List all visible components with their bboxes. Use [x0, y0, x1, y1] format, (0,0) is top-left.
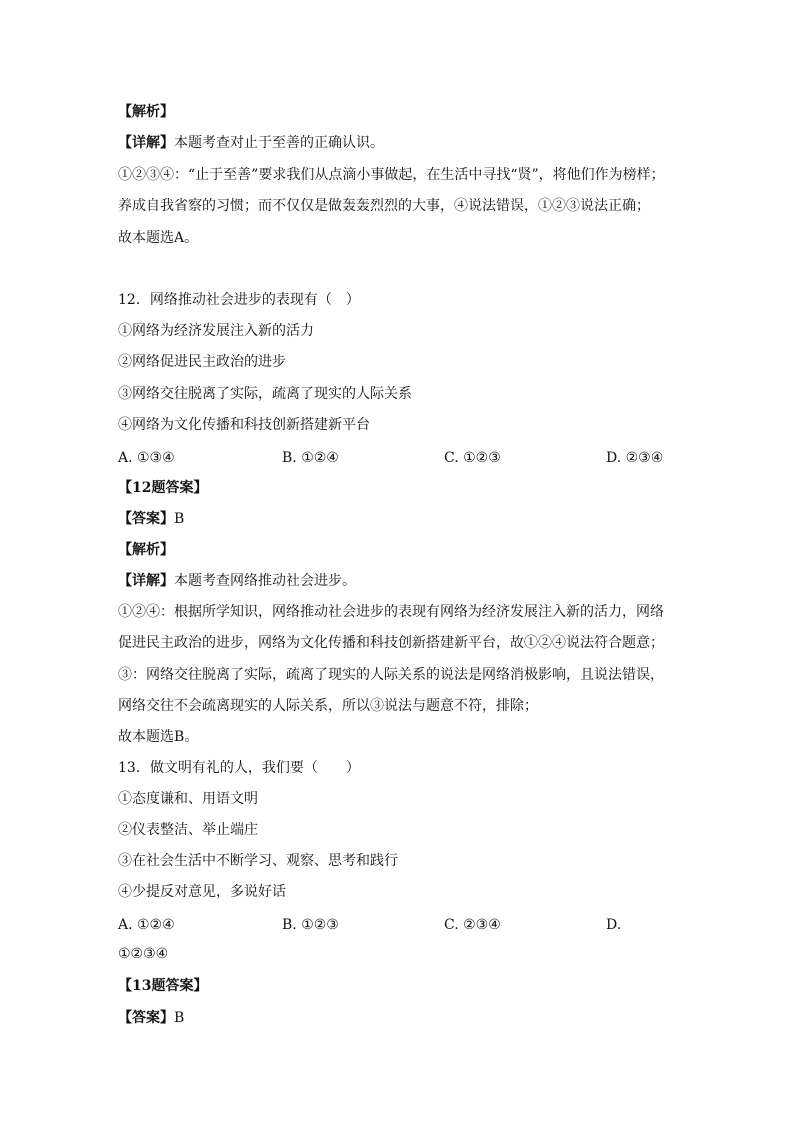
option-d-wrapped-text: ①②③④ [118, 946, 169, 962]
explanation-line: 促进民主政治的进步，网络为文化传播和科技创新搭建新平台，故①②④说法符合题意； [118, 635, 664, 651]
statement-item: ②仪表整洁、举止端庄 [118, 822, 258, 838]
answer-line [118, 1008, 184, 1028]
option-a: A. ①③④ [118, 450, 175, 466]
detail-label: 【详解】 [118, 573, 174, 589]
explanation-line: ①②④：根据所学知识，网络推动社会进步的表现有网络为经济发展注入新的活力，网络 [118, 604, 664, 620]
detail-text: 本题考查网络推动社会进步。 [174, 573, 356, 589]
option-c: C. ②③④ [444, 917, 501, 933]
option-d: D. [606, 917, 622, 933]
answer-label: 【答案】 [118, 1010, 174, 1026]
question-stem-13: 13．做文明有礼的人，我们要（ ） [118, 760, 360, 776]
conclusion-line: 故本题选A。 [118, 230, 199, 246]
answer-header-13: 【13题答案】 [118, 978, 208, 994]
conclusion-line: 故本题选B。 [118, 729, 199, 745]
statement-item: ③在社会生活中不断学习、观察、思考和践行 [118, 853, 398, 869]
statement-item: ②网络促进民主政治的进步 [118, 354, 286, 370]
statement-item: ④少提反对意见，多说好话 [118, 884, 286, 900]
explanation-line: ③：网络交往脱离了实际，疏离了现实的人际关系的说法是网络消极影响，且说法错误， [118, 667, 664, 683]
answer-line [118, 509, 184, 529]
analysis-heading: 【解析】 [118, 104, 174, 120]
answer-value: B [174, 1010, 185, 1026]
answer-label: 【答案】 [118, 511, 174, 527]
statement-item: ①态度谦和、用语文明 [118, 791, 258, 807]
explanation-line: 养成自我省察的习惯；而不仅仅是做轰轰烈烈的大事，④说法错误，①②③说法正确； [118, 198, 650, 214]
analysis-heading: 【解析】 [118, 542, 174, 558]
statement-item: ③网络交往脱离了实际，疏离了现实的人际关系 [118, 386, 412, 402]
option-c: C. ①②③ [444, 450, 501, 466]
option-d: D. ②③④ [606, 450, 664, 466]
answer-value: B [174, 511, 185, 527]
question-stem-12: 12．网络推动社会进步的表现有（ ） [118, 292, 360, 308]
detail-paragraph [118, 571, 356, 591]
option-a: A. ①②④ [118, 917, 175, 933]
explanation-line: 网络交往不会疏离现实的人际关系，所以③说法与题意不符，排除； [118, 698, 538, 714]
detail-label: 【详解】 [118, 135, 174, 151]
option-b: B. ①②④ [282, 450, 339, 466]
statement-item: ④网络为文化传播和科技创新搭建新平台 [118, 417, 370, 433]
explanation-line: ①②③④：“止于至善”要求我们从点滴小事做起，在生活中寻找“贤”，将他们作为榜样； [118, 167, 665, 183]
statement-item: ①网络为经济发展注入新的活力 [118, 323, 314, 339]
answer-header-12: 【12题答案】 [118, 480, 208, 496]
detail-text: 本题考查对止于至善的正确认识。 [174, 135, 384, 151]
option-b: B. ①②③ [282, 917, 339, 933]
detail-paragraph [118, 133, 384, 153]
